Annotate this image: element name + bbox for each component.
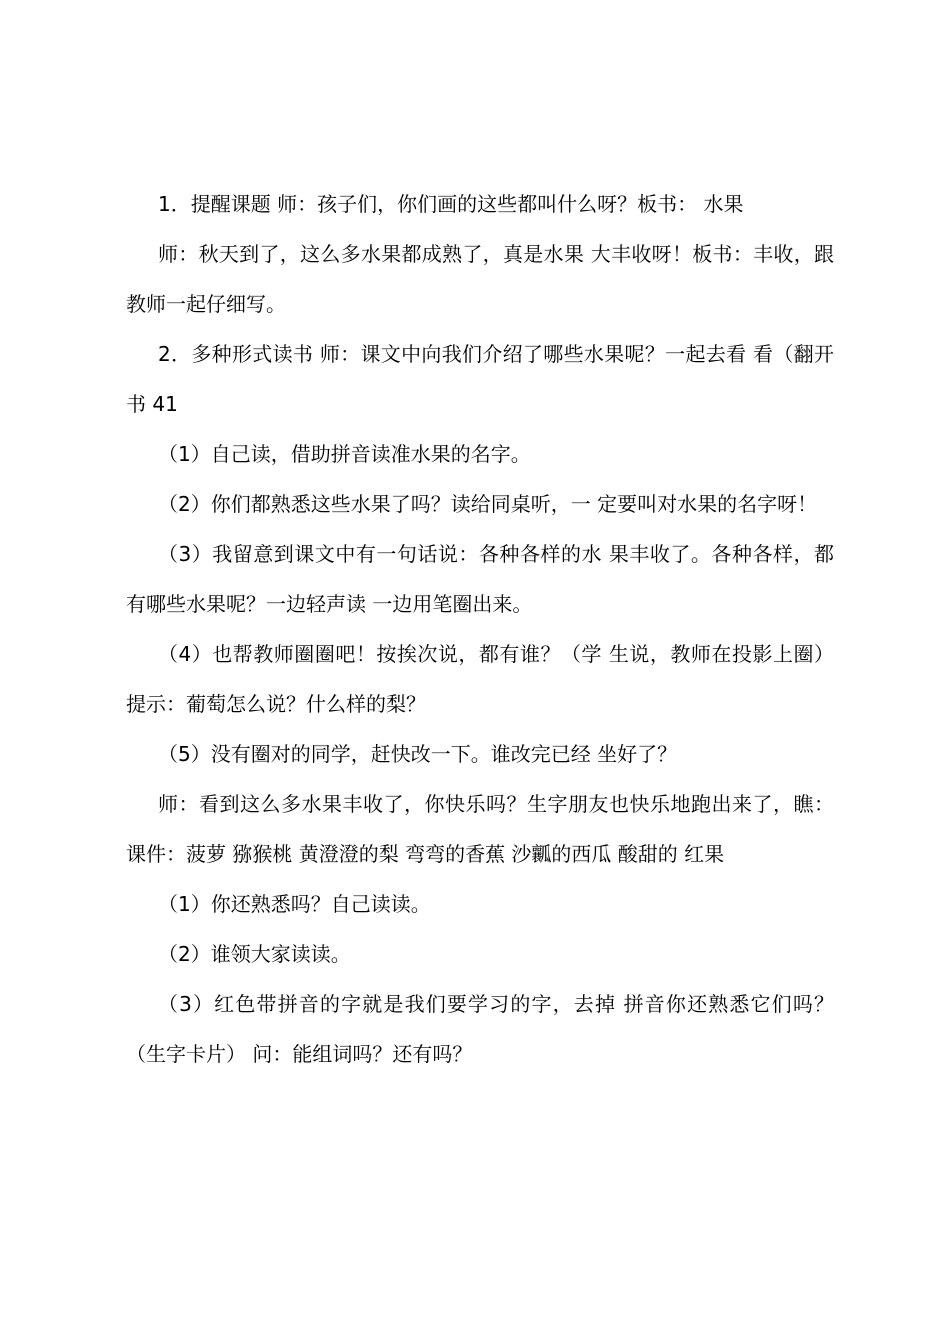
paragraph-12: （3）红色带拼音的字就是我们要学习的字，去掉 拼音你还熟悉它们吗？（生字卡片） 问：能组词吗？还有吗？ xyxy=(126,992,834,1066)
paragraph-6: （3）我留意到课文中有一句话说：各种各样的水 果丰收了。各种各样，都有哪些水果呢？一边轻声读 一边用笔圈出来。 xyxy=(126,542,834,616)
paragraph-2: 师：秋天到了，这么多水果都成熟了，真是水果 大丰收呀！板书：丰收，跟教师一起仔细写。 xyxy=(126,242,834,316)
paragraph-10: （1）你还熟悉吗？自己读读。 xyxy=(158,892,431,916)
document-body xyxy=(126,179,834,1079)
paragraph-9: 师：看到这么多水果丰收了，你快乐吗？生字朋友也快乐地跑出来了，瞧： 课件：菠萝 猕猴桃 黄澄澄的梨 弯弯的香蕉 沙瓤的西瓜 酸甜的 红果 xyxy=(126,792,834,866)
paragraph-3: 2．多种形式读书 师：课文中向我们介绍了哪些水果呢？一起去看 看（翻开书 41 xyxy=(126,342,834,416)
paragraph-8: （5）没有圈对的同学，赶快改一下。谁改完已经 坐好了？ xyxy=(158,742,678,766)
paragraph-4: （1）自己读，借助拼音读准水果的名字。 xyxy=(158,442,531,466)
paragraph-5: （2）你们都熟悉这些水果了吗？读给同桌听，一 定要叫对水果的名字呀！ xyxy=(158,492,818,516)
paragraph-7: （4）也帮教师圈圈吧！按挨次说，都有谁？（学 生说，教师在投影上圈） 提示：葡萄怎么说？什么样的梨？ xyxy=(126,642,834,716)
paragraph-1: 1．提醒课题 师：孩子们，你们画的这些都叫什么呀？板书： 水果 xyxy=(158,192,744,216)
paragraph-11: （2）谁领大家读读。 xyxy=(158,942,351,966)
